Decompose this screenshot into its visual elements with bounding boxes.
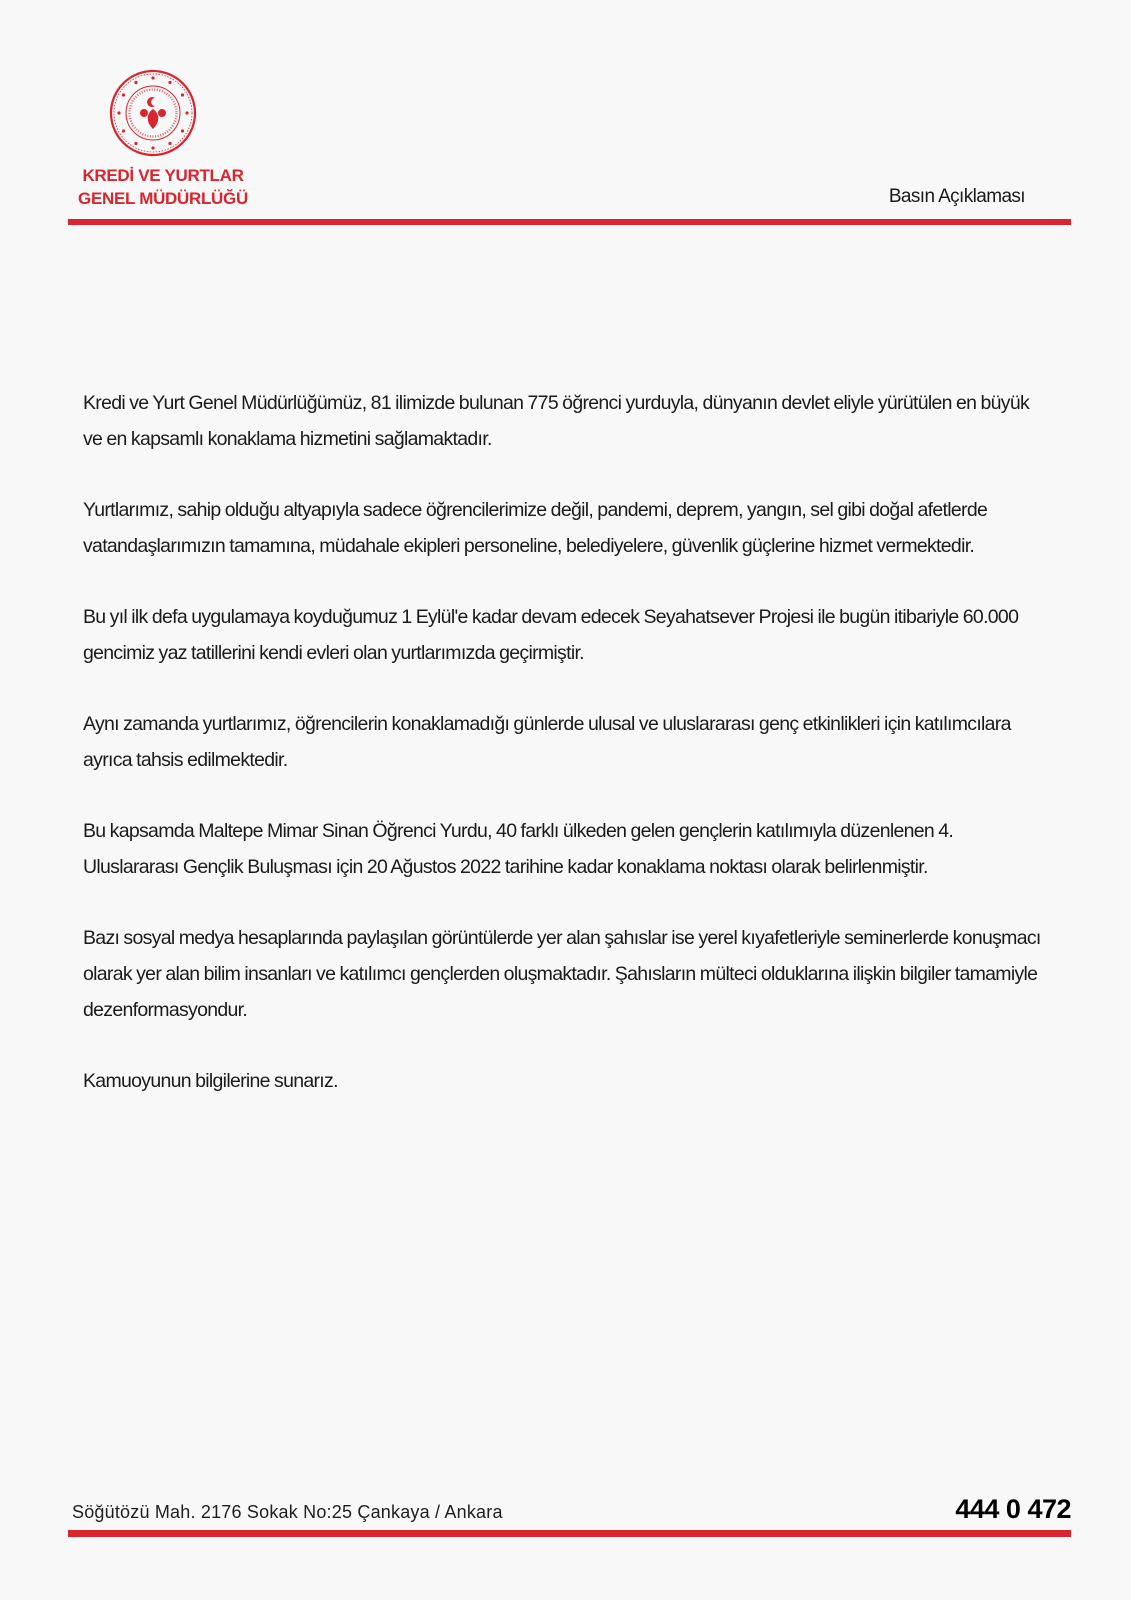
closing-line: Kamuoyunun bilgilerine sunarız. xyxy=(83,1070,338,1092)
press-release-body xyxy=(83,385,1048,1134)
document-type-label: Basın Açıklaması xyxy=(888,186,1025,207)
paragraph: Aynı zamanda yurtlarımız, öğrencilerin konaklamadığı günlerde ulusal ve uluslararası genç etkinlikleri için katılımcılara ayrıca tahsis edilmektedir. xyxy=(83,713,1011,771)
footer-divider xyxy=(68,1530,1071,1537)
organization-name-line1: KREDİ VE YURTLAR xyxy=(82,166,244,185)
footer-address: Söğütözü Mah. 2176 Sokak No:25 Çankaya / Ankara xyxy=(72,1502,503,1522)
footer-phone: 444 0 472 xyxy=(955,1494,1071,1524)
paragraph: Bazı sosyal medya hesaplarında paylaşılan görüntülerde yer alan şahıslar ise yerel kıyafetleriyle seminerlerde konuşmacı olarak yer alan bilim insanları ve katılımcı gençlerden oluşmaktadır. Şahısların mülteci olduklarına ilişkin bilgiler tamamiyle dezenformasyondur. xyxy=(83,927,1041,1021)
paragraph: Yurtlarımız, sahip olduğu altyapıyla sadece öğrencilerimize değil, pandemi, deprem, yangın, sel gibi doğal afetlerde vatandaşlarımızın tamamına, müdahale ekipleri personeline, belediyelere, güvenlik güçlerine hizmet vermektedir. xyxy=(83,499,988,557)
organization-name-line2: GENEL MÜDÜRLÜĞÜ xyxy=(78,189,248,208)
organization-name xyxy=(68,164,258,210)
ministry-emblem-icon xyxy=(108,68,198,158)
header-divider xyxy=(68,219,1071,225)
paragraph: Bu yıl ilk defa uygulamaya koyduğumuz 1 Eylül'e kadar devam edecek Seyahatsever Projesi ile bugün itibariyle 60.000 gencimiz yaz tatillerini kendi evleri olan yurtlarımızda geçirmiştir. xyxy=(83,606,1019,664)
paragraph: Bu kapsamda Maltepe Mimar Sinan Öğrenci Yurdu, 40 farklı ülkeden gelen gençlerin katılımıyla düzenlenen 4. Uluslararası Gençlik Buluşması için 20 Ağustos 2022 tarihine kadar konaklama noktası olarak belirlenmiştir. xyxy=(83,820,954,878)
paragraph: Kredi ve Yurt Genel Müdürlüğümüz, 81 ilimizde bulunan 775 öğrenci yurduyla, dünyanın devlet eliyle yürütülen en büyük ve en kapsamlı konaklama hizmetini sağlamaktadır. xyxy=(83,392,1030,450)
